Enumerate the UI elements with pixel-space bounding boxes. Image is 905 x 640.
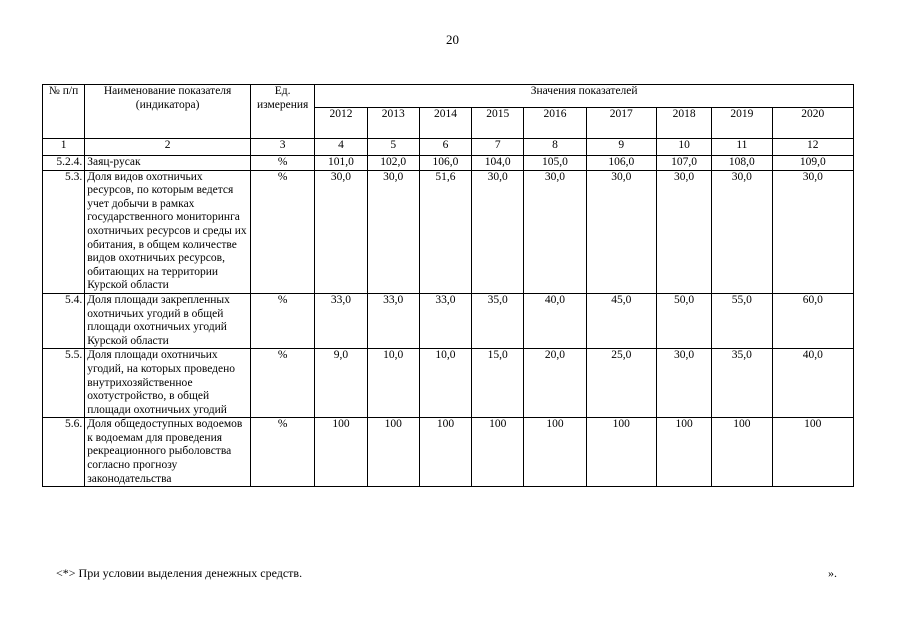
value-cell: 30,0 xyxy=(772,170,854,293)
column-number: 5 xyxy=(367,139,419,156)
value-cell: 108,0 xyxy=(712,156,772,171)
value-cell: 106,0 xyxy=(586,156,656,171)
column-number: 1 xyxy=(43,139,85,156)
column-number: 9 xyxy=(586,139,656,156)
value-cell: 33,0 xyxy=(315,293,367,348)
header-year: 2018 xyxy=(656,108,711,139)
value-cell: 30,0 xyxy=(315,170,367,293)
column-number: 12 xyxy=(772,139,854,156)
value-cell: 33,0 xyxy=(367,293,419,348)
column-number: 11 xyxy=(712,139,772,156)
column-number: 7 xyxy=(472,139,524,156)
value-cell: 100 xyxy=(712,418,772,487)
table-row xyxy=(43,156,854,171)
value-cell: 45,0 xyxy=(586,293,656,348)
value-cell: 100 xyxy=(772,418,854,487)
indicator-name: Доля видов охотничьих ресурсов, по которым ведется учет добычи в рамках государственного мониторинга охотничьих ресурсов и среды их обитания, в общем количестве видов охотничьих ресурсов, обитающих на территории Курской области xyxy=(85,170,251,293)
value-cell: 30,0 xyxy=(586,170,656,293)
header-name: Наименование показателя (индикатора) xyxy=(85,85,251,139)
row-number: 5.6. xyxy=(43,418,85,487)
value-cell: 104,0 xyxy=(472,156,524,171)
indicator-name: Доля площади закрепленных охотничьих угодий в общей площади охотничьих угодий Курской области xyxy=(85,293,251,348)
row-number: 5.3. xyxy=(43,170,85,293)
value-cell: 30,0 xyxy=(472,170,524,293)
value-cell: 30,0 xyxy=(367,170,419,293)
header-year: 2015 xyxy=(472,108,524,139)
row-number: 5.4. xyxy=(43,293,85,348)
value-cell: 107,0 xyxy=(656,156,711,171)
value-cell: 106,0 xyxy=(419,156,471,171)
value-cell: 35,0 xyxy=(472,293,524,348)
table-row xyxy=(43,349,854,418)
closing-quote: ». xyxy=(828,566,837,580)
column-number: 4 xyxy=(315,139,367,156)
value-cell: 100 xyxy=(315,418,367,487)
header-year: 2013 xyxy=(367,108,419,139)
header-year: 2020 xyxy=(772,108,854,139)
table-row xyxy=(43,418,854,487)
header-year: 2016 xyxy=(524,108,586,139)
value-cell: 20,0 xyxy=(524,349,586,418)
column-number: 6 xyxy=(419,139,471,156)
page-number: 20 xyxy=(446,32,459,47)
unit-cell: % xyxy=(251,349,315,418)
value-cell: 30,0 xyxy=(656,170,711,293)
column-number: 2 xyxy=(85,139,251,156)
unit-cell: % xyxy=(251,156,315,171)
value-cell: 102,0 xyxy=(367,156,419,171)
header-year: 2017 xyxy=(586,108,656,139)
header-year: 2012 xyxy=(315,108,367,139)
indicator-name: Заяц-русак xyxy=(85,156,251,171)
value-cell: 51,6 xyxy=(419,170,471,293)
value-cell: 9,0 xyxy=(315,349,367,418)
value-cell: 101,0 xyxy=(315,156,367,171)
unit-cell: % xyxy=(251,170,315,293)
table-row xyxy=(43,170,854,293)
unit-cell: % xyxy=(251,418,315,487)
value-cell: 55,0 xyxy=(712,293,772,348)
value-cell: 25,0 xyxy=(586,349,656,418)
value-cell: 40,0 xyxy=(524,293,586,348)
indicators-table xyxy=(42,84,854,487)
value-cell: 10,0 xyxy=(367,349,419,418)
header-year: 2019 xyxy=(712,108,772,139)
value-cell: 100 xyxy=(472,418,524,487)
header-values-group: Значения показателей xyxy=(315,85,854,108)
row-number: 5.2.4. xyxy=(43,156,85,171)
indicator-name: Доля общедоступных водоемов к водоемам для проведения рекреационного рыболовства согласно прогнозу законодательства xyxy=(85,418,251,487)
value-cell: 30,0 xyxy=(524,170,586,293)
unit-cell: % xyxy=(251,293,315,348)
table-body xyxy=(43,139,854,487)
value-cell: 109,0 xyxy=(772,156,854,171)
value-cell: 100 xyxy=(656,418,711,487)
value-cell: 35,0 xyxy=(712,349,772,418)
value-cell: 100 xyxy=(419,418,471,487)
value-cell: 10,0 xyxy=(419,349,471,418)
value-cell: 50,0 xyxy=(656,293,711,348)
header-unit: Ед. измерения xyxy=(251,85,315,139)
value-cell: 100 xyxy=(367,418,419,487)
header-no: № п/п xyxy=(43,85,85,139)
column-number: 10 xyxy=(656,139,711,156)
row-number: 5.5. xyxy=(43,349,85,418)
value-cell: 60,0 xyxy=(772,293,854,348)
value-cell: 100 xyxy=(524,418,586,487)
header-year: 2014 xyxy=(419,108,471,139)
value-cell: 30,0 xyxy=(656,349,711,418)
value-cell: 40,0 xyxy=(772,349,854,418)
footnote: <*> При условии выделения денежных средств. xyxy=(56,566,303,580)
value-cell: 30,0 xyxy=(712,170,772,293)
column-numbers-row xyxy=(43,139,854,156)
value-cell: 33,0 xyxy=(419,293,471,348)
column-number: 3 xyxy=(251,139,315,156)
value-cell: 105,0 xyxy=(524,156,586,171)
value-cell: 100 xyxy=(586,418,656,487)
column-number: 8 xyxy=(524,139,586,156)
table-row xyxy=(43,293,854,348)
value-cell: 15,0 xyxy=(472,349,524,418)
indicator-name: Доля площади охотничьих угодий, на которых проведено внутрихозяйственное охотустройство, в общей площади охотничьих угодий xyxy=(85,349,251,418)
